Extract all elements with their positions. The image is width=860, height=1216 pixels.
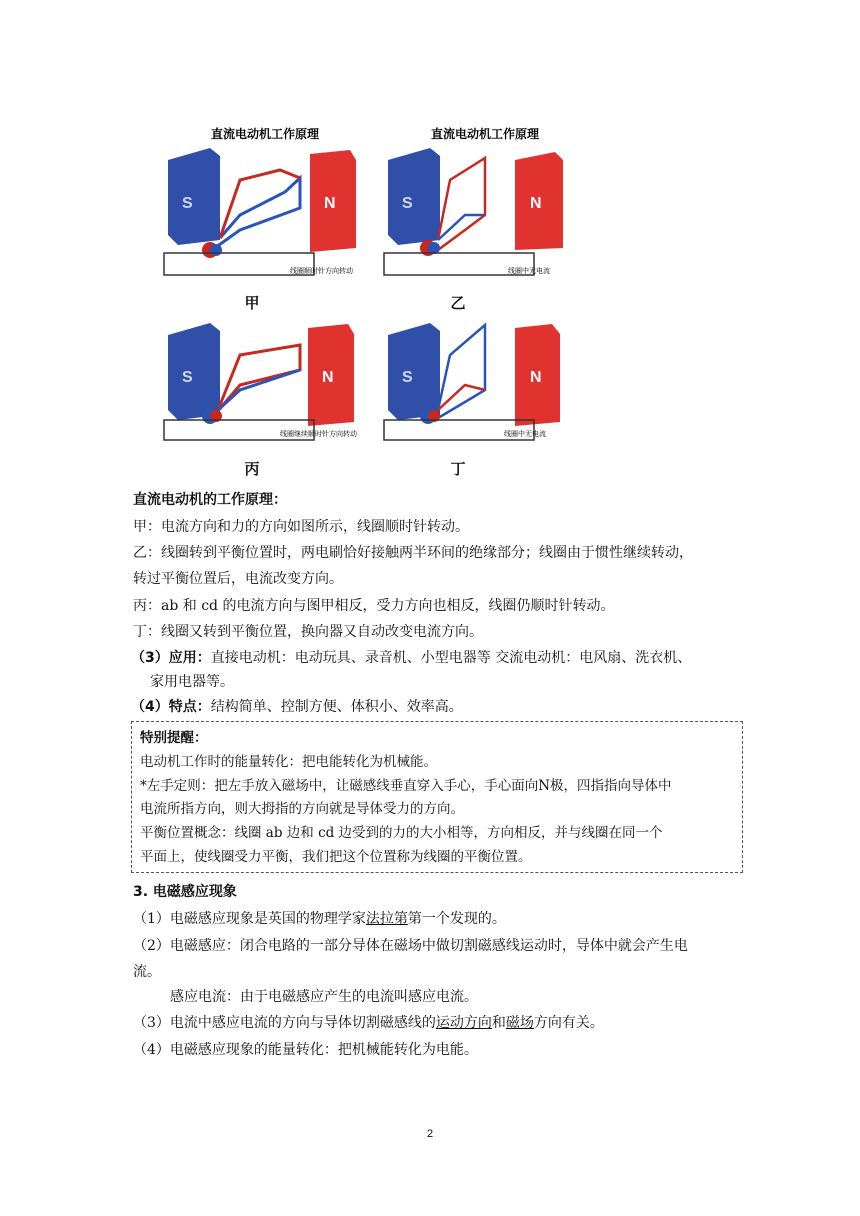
reminder-line: 电动机工作时的能量转化：把电能转化为机械能。 bbox=[140, 754, 437, 770]
svg-text:S: S bbox=[182, 195, 193, 212]
svg-text:N: N bbox=[530, 195, 542, 212]
svg-text:N: N bbox=[324, 195, 336, 212]
application-line bbox=[131, 648, 691, 668]
section3-item2-cont: 流。 bbox=[133, 964, 161, 980]
section-heading: 直流电动机的工作原理： bbox=[133, 492, 287, 508]
feature-text: 结构简单、控制方便、体积小、效率高。 bbox=[210, 699, 463, 715]
feature-line bbox=[131, 697, 463, 717]
section3-item3: （3）电流中感应电流的方向与导体切割磁感线的运动方向和磁场方向有关。 bbox=[133, 1015, 604, 1031]
motor-diagram-bing bbox=[160, 310, 370, 450]
reminder-line: *左手定则：把左手放入磁场中，让磁感线垂直穿入手心，手心面向N极，四指指向导体中 bbox=[140, 778, 672, 794]
figure-caption-ding: 丁 bbox=[450, 460, 466, 478]
feature-label: （4）特点： bbox=[131, 699, 211, 715]
reminder-line: 平面上，使线圈受力平衡，我们把这个位置称为线圈的平衡位置。 bbox=[140, 849, 532, 865]
south-magnet bbox=[168, 148, 220, 245]
application-line-2: 家用电器等。 bbox=[150, 674, 234, 690]
reminder-box bbox=[131, 721, 743, 873]
figure-caption-yi: 乙 bbox=[450, 294, 466, 312]
motor-diagram-yi bbox=[380, 120, 590, 295]
section3-item4: （4）电磁感应现象的能量转化：把机械能转化为电能。 bbox=[133, 1042, 478, 1058]
svg-text:S: S bbox=[402, 195, 413, 212]
step-ding: 丁：线圈又转到平衡位置，换向器又自动改变电流方向。 bbox=[133, 624, 483, 640]
svg-text:N: N bbox=[322, 369, 334, 386]
svg-text:S: S bbox=[402, 369, 413, 386]
svg-text:线圈顺时针方向转动: 线圈顺时针方向转动 bbox=[290, 268, 353, 275]
page-number: 2 bbox=[426, 1128, 434, 1140]
coil-wire bbox=[212, 178, 300, 250]
section3-induced-current: 感应电流：由于电磁感应产生的电流叫感应电流。 bbox=[170, 989, 478, 1005]
reminder-title: 特别提醒： bbox=[140, 730, 208, 746]
svg-text:S: S bbox=[182, 369, 193, 386]
section3-item1: （1）电磁感应现象是英国的物理学家法拉第第一个发现的。 bbox=[133, 911, 506, 927]
application-label: （3）应用： bbox=[131, 650, 211, 666]
faraday-name: 法拉第 bbox=[365, 911, 408, 927]
step-bing: 丙：ab 和 cd 的电流方向与图甲相反，受力方向也相反，线圈仍顺时针转动。 bbox=[133, 598, 615, 614]
step-yi-1: 乙：线圈转到平衡位置时，两电刷恰好接触两半环间的绝缘部分；线圈由于惯性继续转动， bbox=[133, 545, 693, 561]
application-text: 直接电动机：电动玩具、录音机、小型电器等 交流电动机：电风扇、洗衣机、 bbox=[210, 650, 692, 666]
step-yi-2: 转过平衡位置后，电流改变方向。 bbox=[133, 571, 343, 587]
svg-text:线圈中无电流: 线圈中无电流 bbox=[504, 431, 546, 438]
motor-diagram-jia bbox=[160, 120, 370, 295]
step-jia: 甲：电流方向和力的方向如图所示，线圈顺时针转动。 bbox=[133, 519, 469, 535]
reminder-line: 平衡位置概念：线圈 ab 边和 cd 边受到的力的大小相等，方向相反，并与线圈在同一个 bbox=[140, 825, 663, 841]
figure-caption-jia: 甲 bbox=[244, 294, 260, 312]
diagram-title: 直流电动机工作原理 bbox=[210, 127, 320, 141]
reminder-line: 电流所指方向，则大拇指的方向就是导体受力的方向。 bbox=[140, 801, 464, 817]
motor-diagram-ding bbox=[380, 310, 590, 450]
svg-text:N: N bbox=[530, 369, 542, 386]
section3-heading: 3. 电磁感应现象 bbox=[133, 884, 237, 900]
svg-text:线圈继续顺时针方向转动: 线圈继续顺时针方向转动 bbox=[280, 431, 357, 438]
figure-caption-bing: 丙 bbox=[244, 460, 260, 478]
section3-item2: （2）电磁感应：闭合电路的一部分导体在磁场中做切割磁感线运动时，导体中就会产生电 bbox=[133, 938, 688, 954]
svg-text:线圈中无电流: 线圈中无电流 bbox=[508, 268, 550, 275]
svg-text:直流电动机工作原理: 直流电动机工作原理 bbox=[430, 127, 540, 141]
